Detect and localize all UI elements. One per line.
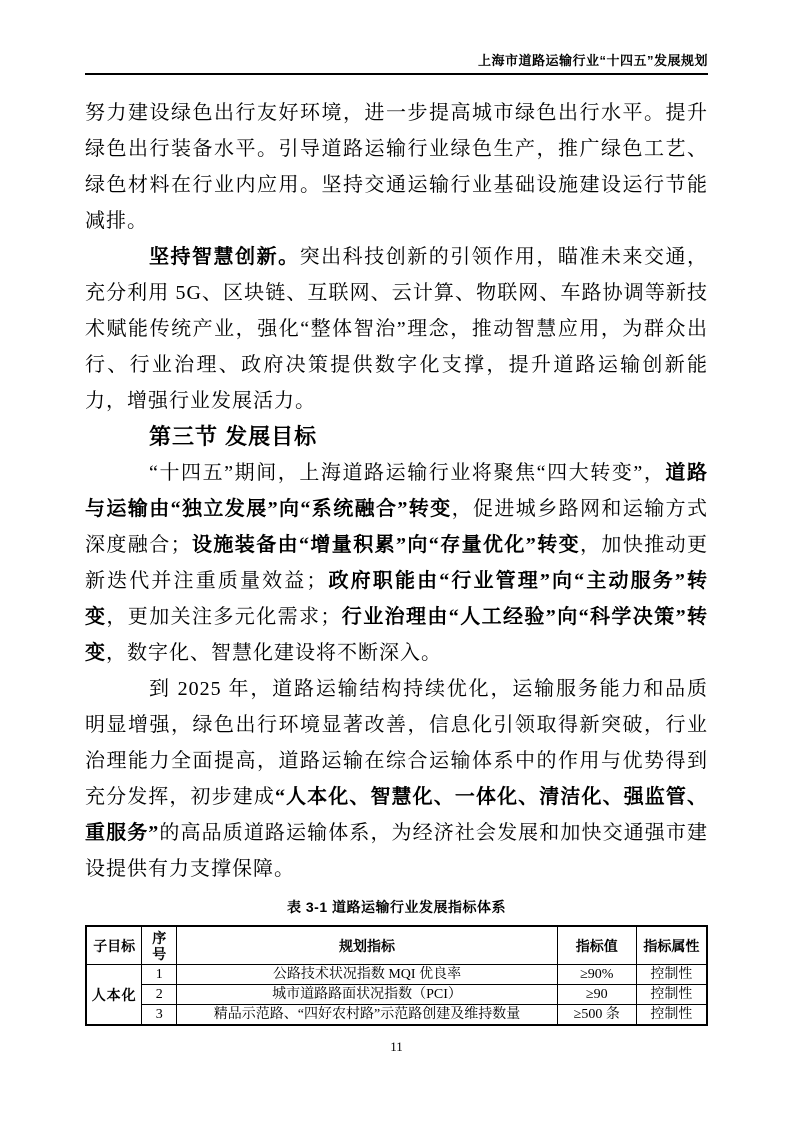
paragraph-green-travel: 努力建设绿色出行友好环境，进一步提高城市绿色出行水平。提升绿色出行装备水平。引导道路运输行业绿色生产，推广绿色工艺、绿色材料在行业内应用。坚持交通运输行业基础设施建设运行节能减排。	[85, 102, 708, 232]
paragraph-four-transforms	[85, 455, 708, 671]
indicator-cell: 城市道路路面状况指数（PCI）	[177, 985, 558, 1005]
text-run: ，数字化、智慧化建设将不断深入。	[106, 642, 442, 664]
indicator-cell: 公路技术状况指数 MQI 优良率	[177, 965, 558, 985]
text-run: ，更加关注多元化需求；	[106, 606, 342, 628]
value-cell: ≥90%	[557, 965, 636, 985]
page-content	[85, 0, 708, 1055]
serial-cell: 3	[142, 1005, 177, 1026]
bold-run-government-transform: 政府职能由“行业管理”向“主动服务”转变	[85, 570, 709, 628]
body-text	[85, 95, 708, 1055]
attribute-cell: 控制性	[636, 1005, 707, 1026]
table-row	[86, 1005, 707, 1026]
indicator-cell: 精品示范路、“四好农村路”示范路创建及维持数量	[177, 1005, 558, 1026]
value-cell: ≥90	[557, 985, 636, 1005]
text-run: 到 2025 年，道路运输结构持续优化，运输服务能力和品质明显增强，绿色出行环境显著改善，信息化引领取得新突破，行业治理能力全面提高，道路运输在综合运输体系中的作用与优势得到充分发挥，初步建成	[85, 678, 708, 808]
bold-run-road-transport-transform: 道路与运输由“独立发展”向“系统融合”转变	[85, 462, 708, 520]
text-run: 突出科技创新的引领作用，瞄准未来交通，充分利用 5G、区块链、互联网、云计算、物联网、车路协调等新技术赋能传统产业，强化“整体智治”理念，推动智慧应用，为群众出行、行业治理、政府决策提供数字化支撑，提升道路运输创新能力，增强行业发展活力。	[85, 246, 709, 412]
column-header-sub-goal: 子目标	[86, 926, 142, 965]
bold-run-facility-transform: 设施装备由“增量积累”向“存量优化”转变	[191, 534, 581, 556]
bold-run-system-qualities: “人本化、智慧化、一体化、清洁化、强监管、重服务”	[85, 786, 709, 844]
column-header-serial-line1: 序	[152, 929, 167, 946]
column-header-indicator-value: 指标值	[557, 926, 636, 965]
indicators-table	[85, 925, 708, 1026]
column-header-serial	[142, 926, 177, 965]
paragraph-smart-innovation	[85, 239, 708, 419]
table-caption: 表 3-1 道路运输行业发展指标体系	[286, 899, 506, 915]
serial-cell: 1	[142, 965, 177, 985]
column-header-planning-indicator: 规划指标	[177, 926, 558, 965]
bold-run-smart-innovation: 坚持智慧创新。	[149, 246, 300, 268]
paragraph-2025-goals	[85, 671, 708, 887]
column-header-serial-line2: 号	[152, 945, 167, 962]
table-row	[86, 985, 707, 1005]
attribute-cell: 控制性	[636, 985, 707, 1005]
text-run: “十四五”期间，上海道路运输行业将聚焦“四大转变”，	[149, 462, 666, 484]
attribute-cell: 控制性	[636, 965, 707, 985]
sub-goal-cell-human-centered: 人本化	[86, 965, 142, 1026]
text-run: ，加快推动更新迭代并注重质量效益；	[85, 534, 709, 592]
section-heading-development-goals: 第三节 发展目标	[149, 424, 318, 449]
value-cell: ≥500 条	[557, 1005, 636, 1026]
running-header-title: 上海市道路运输行业“十四五”发展规划	[477, 53, 708, 68]
bold-run-governance-transform: 行业治理由“人工经验”向“科学决策”转变	[85, 606, 709, 664]
text-run: ，促进城乡路网和运输方式深度融合；	[85, 498, 709, 556]
running-header	[85, 0, 708, 75]
column-header-indicator-attribute: 指标属性	[636, 926, 707, 965]
table-header-row	[86, 926, 707, 965]
table-row	[86, 965, 707, 985]
serial-cell: 2	[142, 985, 177, 1005]
text-run: 的高品质道路运输体系，为经济社会发展和加快交通强市建设提供有力支撑保障。	[85, 822, 709, 880]
page-number: 11	[390, 1039, 403, 1054]
